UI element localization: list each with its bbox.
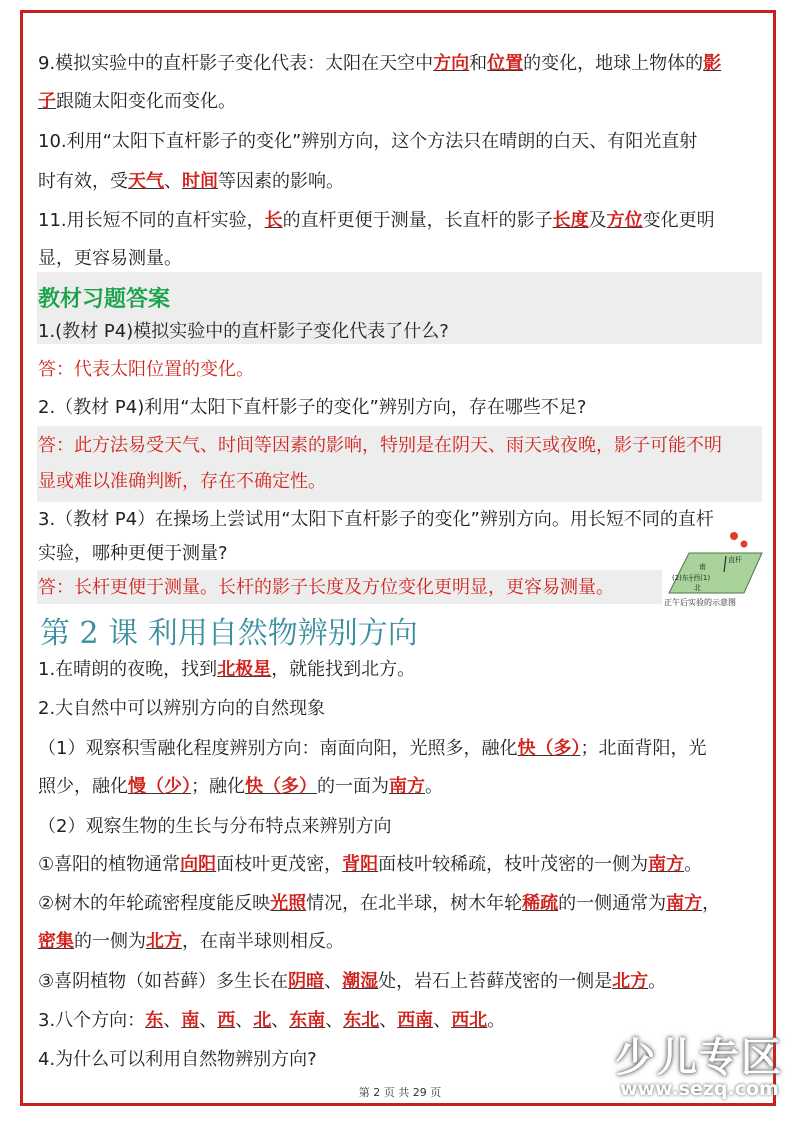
lesson-line-3: （1）观察积雪融化程度辨别方向：南面向阳，光照多，融化快（多）；北面背阳，光: [38, 738, 707, 759]
lesson-line-7: ②树木的年轮疏密程度能反映光照情况，在北半球，树木年轮稀疏的一侧通常为南方，: [38, 893, 721, 914]
page-footer: 第 2 页 共 29 页: [358, 1086, 442, 1099]
exercise-q1: 1.(教材 P4)模拟实验中的直杆影子变化代表了什么?: [38, 321, 449, 342]
item-11-line1: 11.用长短不同的直杆实验，长的直杆更便于测量，长直杆的影子长度及方位变化更明: [38, 210, 715, 231]
exercise-a3: 答：长杆更便于测量。长杆的影子长度及方位变化更明显，更容易测量。: [38, 577, 614, 598]
diagram-label-north: 北: [694, 584, 701, 592]
lesson-line-4: 照少，融化慢（少）；融化快（多）的一面为南方。: [38, 776, 443, 797]
lesson-line-8: 密集的一侧为北方，在南半球则相反。: [38, 931, 344, 952]
watermark-url: www.sezq.com: [620, 1078, 779, 1100]
lesson-title: 第 2 课 利用自然物辨别方向: [40, 616, 418, 651]
exercise-q3-line1: 3.（教材 P4）在操场上尝试用“太阳下直杆影子的变化”辨别方向。用长短不同的直杆: [38, 509, 714, 530]
item-9-line1: 9.模拟实验中的直杆影子变化代表：太阳在天空中方向和位置的变化，地球上物体的影: [38, 53, 722, 74]
diagram-label-pole: 直杆: [728, 556, 742, 564]
lesson-line-9: ③喜阴植物（如苔藓）多生长在阴暗、潮湿处，岩石上苔藓茂密的一侧是北方。: [38, 971, 667, 992]
lesson-line-10: 3.八个方向：东、南、西、北、东南、东北、西南、西北。: [38, 1010, 506, 1031]
lesson-line-1: 1.在晴朗的夜晚，找到北极星，就能找到北方。: [38, 659, 416, 680]
lesson-line-2: 2.大自然中可以辨别方向的自然现象: [38, 698, 326, 719]
exercise-q3-line2: 实验，哪种更便于测量?: [38, 543, 228, 564]
item-10-line2: 时有效，受天气、时间等因素的影响。: [38, 171, 344, 192]
item-10-line1: 10.利用“太阳下直杆影子的变化”辨别方向，这个方法只在晴朗的白天、有阳光直射: [38, 131, 698, 152]
exercise-heading: 教材习题答案: [38, 287, 171, 312]
diagram-label-cross: (2)东┼西(1): [672, 574, 711, 582]
exercise-q2: 2.（教材 P4)利用“太阳下直杆影子的变化”辨别方向，存在哪些不足?: [38, 397, 587, 418]
shadow-experiment-diagram: [664, 528, 764, 608]
diagram-label-south: 南: [699, 563, 706, 571]
item-9-line2: 子跟随太阳变化而变化。: [38, 91, 236, 112]
exercise-a1: 答：代表太阳位置的变化。: [38, 359, 254, 380]
exercise-a2-line1: 答：此方法易受天气、时间等因素的影响，特别是在阴天、雨天或夜晚，影子可能不明: [38, 435, 722, 456]
watermark-logo: 少儿专区: [615, 1035, 783, 1081]
lesson-line-11: 4.为什么可以利用自然物辨别方向?: [38, 1049, 317, 1070]
lesson-line-6: ①喜阳的植物通常向阳面枝叶更茂密，背阳面枝叶较稀疏，枝叶茂密的一侧为南方。: [38, 854, 703, 875]
exercise-a2-line2: 显或难以准确判断，存在不确定性。: [38, 471, 326, 492]
lesson-line-5: （2）观察生物的生长与分布特点来辨别方向: [38, 816, 392, 837]
diagram-caption: 正午后实验的示意图: [664, 598, 736, 607]
item-11-line2: 显，更容易测量。: [38, 248, 182, 269]
